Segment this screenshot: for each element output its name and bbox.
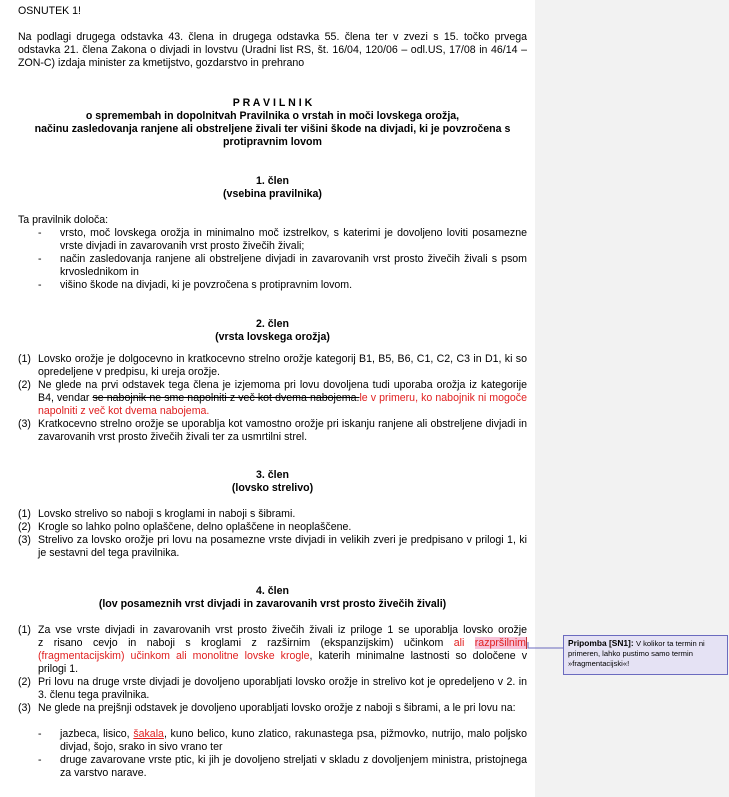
paragraph-number: (1) [18,508,31,520]
comment-margin [535,0,729,797]
list-item-text-plain: jazbeca, lisico, [60,728,134,740]
paragraph [18,624,527,676]
bullet-dash: - [38,279,42,291]
inserted-text: ali [453,637,475,649]
paragraph-number: (3) [18,534,31,546]
draft-label: OSNUTEK 1! [18,5,81,17]
paragraph-text: Krogle so lahko polno oplaščene, delno oplaščene in neoplaščene. [38,521,352,533]
regulation-subtitle-2: načinu zasledovanja ranjene ali obstreljene živali ter višini škode na divjadi, ki je povzročena s [34,123,511,135]
paragraph-line [38,650,527,663]
paragraph [18,418,527,444]
article-2-heading: (vrsta lovskega orožja) [215,331,330,343]
regulation-heading: P R A V I L N I K [232,97,313,109]
inserted-text: (fragmentacijskim) učinkom ali monolitne lovske krogle [38,650,310,662]
inserted-text: le v primeru, ko nabojnik ni mogoče napolniti z več kot dvema nabojema. [38,392,527,417]
paragraph-number: (3) [18,418,31,430]
article-4-number: 4. člen [256,585,289,597]
list-item [38,253,527,279]
bullet-dash: - [38,754,42,766]
paragraph [18,702,527,715]
paragraph-text-plain: Ne glede na prvi odstavek tega člena je izjemoma pri lovu dovoljena tudi uporaba orožja iz kategorije B4, vendar [38,379,527,404]
list-item-text: vrsto, moč lovskega orožja in minimalno moč izstrelkov, s katerimi je dovoljeno loviti posamezne vrste divjadi in zavarovanih vrst prosto živečih živali; [60,227,527,252]
inserted-text: šakala [133,728,164,740]
paragraph-number: (2) [18,676,31,688]
deleted-text: se nabojnik ne sme napolniti z več kot dvema nabojema. [92,392,360,404]
paragraph-number: (3) [18,702,31,714]
paragraph [18,534,527,560]
paragraph [18,508,527,521]
paragraph [18,353,527,379]
paragraph-line: prilogi 1. [38,663,79,675]
paragraph-number: (1) [18,353,31,365]
paragraph-text: Pri lovu na druge vrste divjadi je dovoljeno uporabljati lovsko orožje in strelivo kot je opredeljeno v 2. in 3. členu tega pravilnika. [38,676,527,701]
comment-text: V kolikor ta termin ni primeren, lahko pustimo samo termin »fragmentacijski«! [568,639,705,668]
article-1-intro: Ta pravilnik določa: [18,214,109,226]
paragraph-text: Lovsko strelivo so naboji s kroglami in naboji s šibrami. [38,508,296,520]
comment-balloon[interactable] [563,635,728,675]
paragraph [18,521,527,534]
list-item [38,227,527,253]
bullet-dash: - [38,728,42,740]
preamble: Na podlagi drugega odstavka 43. člena in drugega odstavka 55. člena ter v zvezi s 15. točko prvega odstavka 21. člena Zakona o divjadi in lovstvu (Uradni list RS, št. 16/04, 120/06 – odl.US, 17/08 in 46/14 – ZON-C) izdaja minister za kmetijstvo, gozdarstvo in prehrano [18,31,527,69]
paragraph-line [38,637,527,650]
list-item-text: druge zavarovane vrste ptic, ki jih je dovoljeno streljati v skladu z dovoljenjem ministra, pristojnega za varstvo narave. [60,754,527,779]
paragraph-number: (2) [18,379,31,391]
article-3-heading: (lovsko strelivo) [231,482,314,494]
paragraph [18,676,527,702]
paragraph-text-plain: z risano cevjo in naboji s kroglami z razširnim (ekspanzijskim) učinkom [38,637,454,649]
list-item-text: način zasledovanja ranjene ali obstreljene divjadi in zavarovanih vrst prosto živečih živali s psom krvoslednikom in [60,253,527,278]
paragraph-text: Ne glede na prejšnji odstavek je dovoljeno uporabljati lovsko orožje z naboji s šibrami, a le pri lovu na: [38,702,516,714]
list-item-text [60,728,527,754]
article-3-number: 3. člen [256,469,289,481]
list-item-text-plain: , kuno belico, kuno zlatico, rakunastega psa, pižmovko, nutrijo, malo poljsko divjad, šojo, srako in sivo vrano ter [60,728,527,753]
paragraph-text: Kratkocevno strelno orožje se uporablja kot vamostno orožje pri iskanju ranjene ali obstreljene divjadi in zavarovanih vrst prosto živečih živali ter za usmrtilni strel. [38,418,527,443]
list-item [38,279,527,292]
article-1-number: 1. člen [256,175,289,187]
paragraph [18,379,527,418]
list-item [38,754,527,780]
regulation-subtitle-1: o spremembah in dopolnitvah Pravilnika o vrstah in moči lovskega orožja, [85,110,460,122]
paragraph-text [38,624,527,676]
article-2-number: 2. člen [256,318,289,330]
paragraph-line: Za vse vrste divjadi in zavarovanih vrst prosto živečih živali iz priloge 1 se uporablja lovsko orožje [38,624,527,636]
article-4-heading: (lov posameznih vrst divjadi in zavarovanih vrst prosto živečih živali) [98,598,447,610]
paragraph-text-plain: , katerih minimalne lastnosti so določene v [309,650,527,662]
bullet-dash: - [38,253,42,265]
paragraph-number: (1) [18,624,31,636]
paragraph-text: Lovsko orožje je dolgocevno in kratkocevno strelno orožje kategorij B1, B5, B6, C1, C2, C3 in D1, ki so opredeljene v predpisu, ki ureja orožje. [38,353,527,378]
list-item-text: višino škode na divjadi, ki je povzročena s protipravnim lovom. [60,279,353,291]
article-1-heading: (vsebina pravilnika) [223,188,322,200]
list-item [38,728,527,754]
regulation-subtitle-3: protipravnim lovom [223,136,322,148]
comment-anchor-text[interactable]: razpršilnim [474,637,526,649]
paragraph-number: (2) [18,521,31,533]
comment-author: Pripomba [SN1]: [568,638,636,648]
bullet-dash: - [38,227,42,239]
paragraph-text: Strelivo za lovsko orožje pri lovu na posamezne vrste divjadi in velikih zveri je predpisano v prilogi 1, ki je sestavni del tega pravilnika. [38,534,527,559]
paragraph-text [38,379,527,418]
